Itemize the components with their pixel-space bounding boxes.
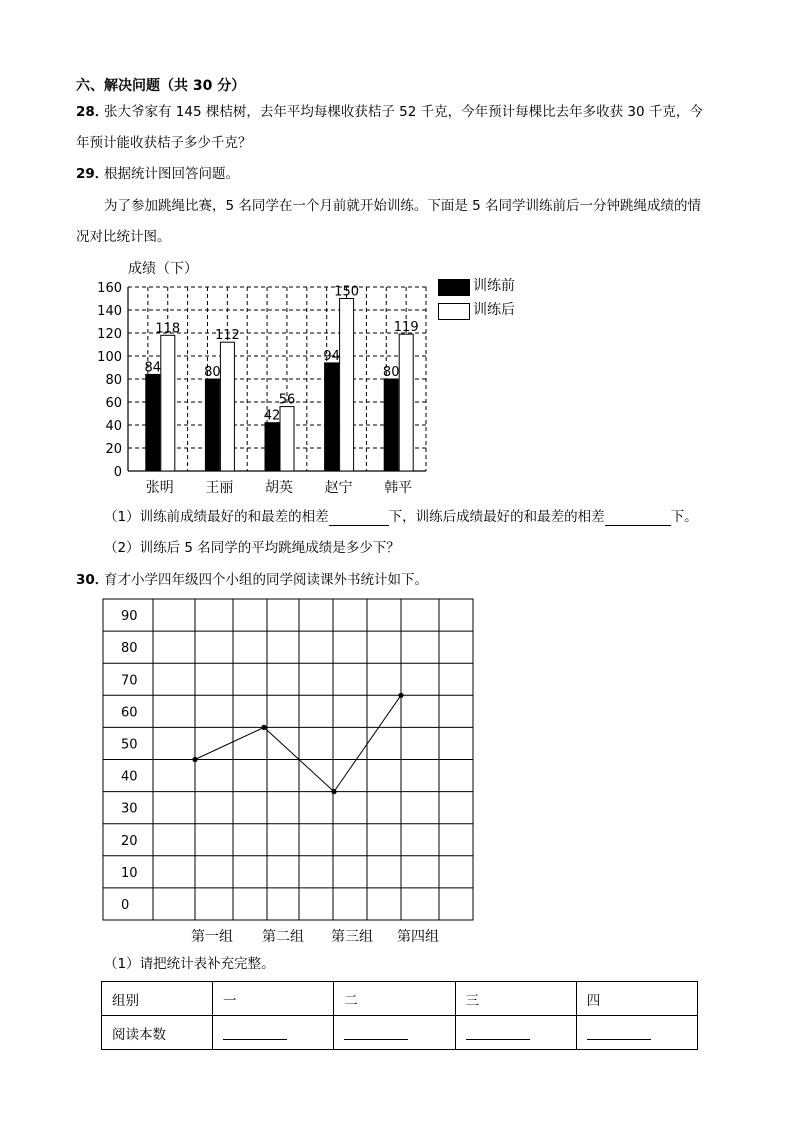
q28-line2: 年预计能收获桔子多少千克？ <box>76 135 252 151</box>
bar-after-value-label: 112 <box>214 328 240 344</box>
line-ytick-label: 60 <box>121 705 138 721</box>
table-cell-3[interactable] <box>455 1016 576 1050</box>
q29-sub1 <box>104 511 698 526</box>
q30-title: 育才小学四年级四个小组的同学阅读课外书统计如下。 <box>104 572 428 588</box>
legend-label-after: 训练后 <box>473 302 515 318</box>
bar-ytick-label: 140 <box>97 304 122 319</box>
bar-after <box>340 299 354 472</box>
line-data-point <box>331 789 336 794</box>
line-category-label: 第三组 <box>331 929 373 945</box>
q29-number: 29． <box>76 166 109 182</box>
bar-chart-ylabel: 成绩（下） <box>128 261 198 277</box>
bar-before-value-label: 80 <box>382 365 400 380</box>
line-ytick-label: 50 <box>121 737 138 753</box>
table-header-group: 组别 <box>102 982 213 1016</box>
bar-ytick-label: 160 <box>97 281 122 296</box>
answer-blank-group-1[interactable] <box>223 1021 287 1040</box>
legend-swatch-after <box>438 303 470 320</box>
bar-before-value-label: 84 <box>144 360 162 376</box>
bar-before <box>205 379 219 471</box>
table-header-1: 一 <box>213 982 334 1016</box>
answer-blank-group-2[interactable] <box>344 1021 408 1040</box>
bar-after-value-label: 118 <box>155 321 181 337</box>
q29-intro-line1: 为了参加跳绳比赛，5 名同学在一个月前就开始训练。下面是 5 名同学训练前后一分钟跳绳成绩的情 <box>104 198 702 214</box>
q30-number: 30． <box>76 572 109 588</box>
bar-before <box>146 374 160 471</box>
table-data-row <box>102 1016 698 1050</box>
bar-category-label: 张明 <box>145 480 174 496</box>
bar-after <box>220 342 234 471</box>
q28-line1: 张大爷家有 145 棵桔树，去年平均每棵收获桔子 52 千克，今年预计每棵比去年多收获 30 千克，今 <box>104 104 703 120</box>
bar-before-value-label: 80 <box>204 365 221 380</box>
table-header-2: 二 <box>334 982 455 1016</box>
q29-intro-line2: 况对比统计图。 <box>76 229 171 245</box>
table-cell-1[interactable] <box>213 1016 334 1050</box>
bar-after <box>280 407 294 471</box>
bar-category-label: 胡英 <box>265 480 293 496</box>
q29-sub1-b: 下，训练后成绩最好的和最差的相差 <box>388 509 605 525</box>
answer-blank-diff-after[interactable] <box>605 511 671 526</box>
bar-before-value-label: 42 <box>263 408 281 424</box>
bar-ytick-label: 40 <box>105 419 122 434</box>
line-category-label: 第一组 <box>191 929 233 945</box>
answer-blank-group-4[interactable] <box>587 1021 651 1040</box>
line-ytick-label: 40 <box>121 769 138 785</box>
bar-after <box>399 334 413 471</box>
q29-sub2: （2）训练后 5 名同学的平均跳绳成绩是多少下？ <box>104 540 400 556</box>
bar-ytick-label: 80 <box>105 373 122 388</box>
bar-category-label: 王丽 <box>205 480 234 496</box>
table-cell-4[interactable] <box>576 1016 697 1050</box>
line-data-point <box>192 757 197 762</box>
bar-ytick-label: 100 <box>97 350 122 365</box>
q29-sub1-c: 下。 <box>670 509 698 525</box>
bar-after-value-label: 150 <box>334 284 360 300</box>
table-header-4: 四 <box>576 982 697 1016</box>
q29-title: 根据统计图回答问题。 <box>104 166 239 182</box>
legend-label-before: 训练前 <box>473 278 515 294</box>
table-cell-2[interactable] <box>334 1016 455 1050</box>
line-ytick-label: 20 <box>121 833 138 849</box>
line-data-point <box>398 693 403 698</box>
line-chart <box>95 592 485 952</box>
table-header-3: 三 <box>455 982 576 1016</box>
bar-ytick-label: 20 <box>105 442 122 457</box>
bar-after-value-label: 56 <box>278 392 296 408</box>
legend-swatch-before <box>438 279 470 296</box>
bar-after-value-label: 119 <box>393 320 419 336</box>
bar-before-value-label: 94 <box>323 348 340 364</box>
bar-ytick-label: 120 <box>97 327 122 342</box>
bar-category-label: 赵宁 <box>324 480 353 496</box>
line-ytick-label: 30 <box>121 801 138 817</box>
bar-before <box>384 379 398 471</box>
bar-ytick-label: 60 <box>105 396 122 411</box>
bar-category-label: 韩平 <box>384 480 413 496</box>
answer-blank-group-3[interactable] <box>466 1021 530 1040</box>
table-header-row <box>102 982 698 1016</box>
bar-ytick-label: 0 <box>113 465 122 480</box>
bar-before <box>265 423 279 471</box>
bar-after <box>161 335 175 471</box>
reading-stat-table <box>101 981 698 1050</box>
line-ytick-label: 10 <box>121 865 138 881</box>
section-heading: 六、解决问题（共 30 分） <box>76 78 246 94</box>
line-category-label: 第二组 <box>262 929 304 945</box>
q30-sub1: （1）请把统计表补充完整。 <box>104 956 275 972</box>
line-series <box>195 695 401 791</box>
line-data-point <box>261 725 266 730</box>
q28-number: 28． <box>76 104 109 120</box>
line-ytick-label: 70 <box>121 673 138 689</box>
bar-before <box>325 363 339 471</box>
answer-blank-diff-before[interactable] <box>329 511 389 526</box>
line-category-label: 第四组 <box>397 929 439 945</box>
q29-sub1-a: （1）训练前成绩最好的和最差的相差 <box>104 509 329 525</box>
line-ytick-label: 80 <box>121 641 138 657</box>
line-ytick-label: 0 <box>121 897 130 913</box>
table-row-label: 阅读本数 <box>102 1016 213 1050</box>
line-ytick-label: 90 <box>121 609 138 625</box>
